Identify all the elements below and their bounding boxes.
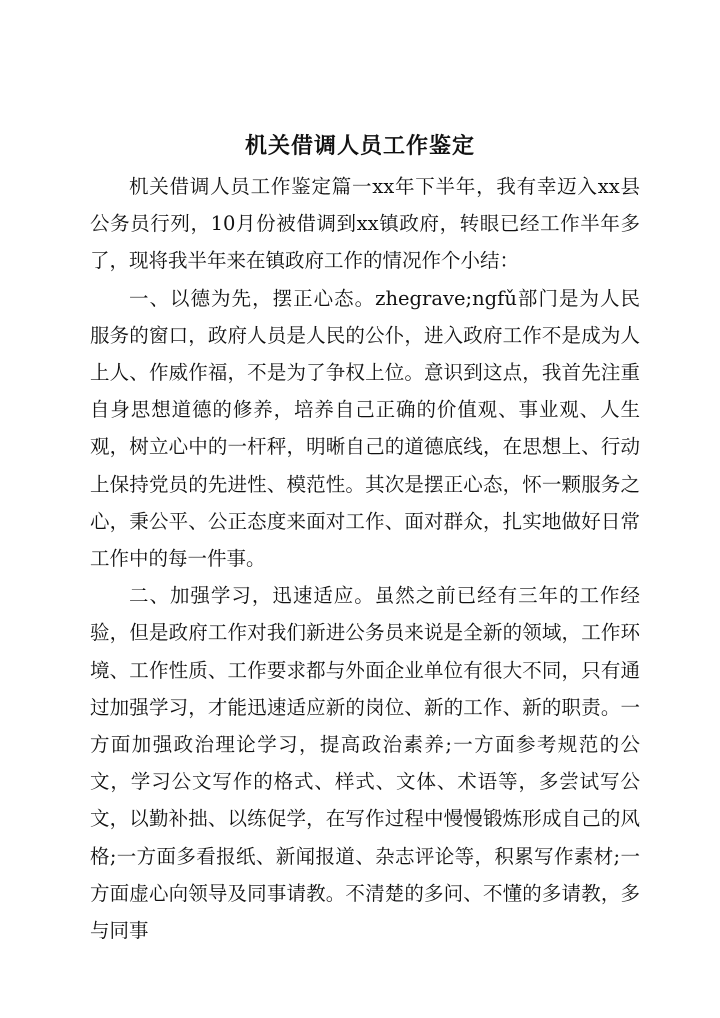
paragraph-section-two: 二、加强学习，迅速适应。虽然之前已经有三年的工作经验，但是政府工作对我们新进公务员来说是全新的领域，工作环境、工作性质、工作要求都与外面企业单位有很大不同，只有通过加强学习，才能迅速适应新的岗位、新的工作、新的职责。一方面加强政治理论学习，提高政治素养;一方面参考规范的公文，学习公文写作的格式、样式、文体、术语等，多尝试写公文，以勤补拙、以练促学，在写作过程中慢慢锻炼形成自己的风格;一方面多看报纸、新闻报道、杂志评论等，积累写作素材;一方面虚心向领导及同事请教。不清楚的多问、不懂的多请教，多与同事 (90, 584, 640, 943)
document-body (90, 168, 640, 949)
paragraph-intro: 机关借调人员工作鉴定篇一xx年下半年，我有幸迈入xx县公务员行列，10月份被借调到xx镇政府，转眼已经工作半年多了，现将我半年来在镇政府工作的情况作个小结： (90, 175, 640, 273)
document-title: 机关借调人员工作鉴定 (244, 133, 475, 159)
paragraph-section-one: 一、以德为先，摆正心态。zhegrave;ngfǔ部门是为人民服务的窗口，政府人员是人民的公仆，进入政府工作不是成为人上人、作威作福，不是为了争权上位。意识到这点，我首先注重自身思想道德的修养，培养自己正确的价值观、事业观、人生观，树立心中的一杆秤，明晰自己的道德底线，在思想上、行动上保持党员的先进性、模范性。其次是摆正心态，怀一颗服务之心，秉公平、公正态度来面对工作、面对群众，扎实地做好日常工作中的每一件事。 (90, 286, 640, 571)
